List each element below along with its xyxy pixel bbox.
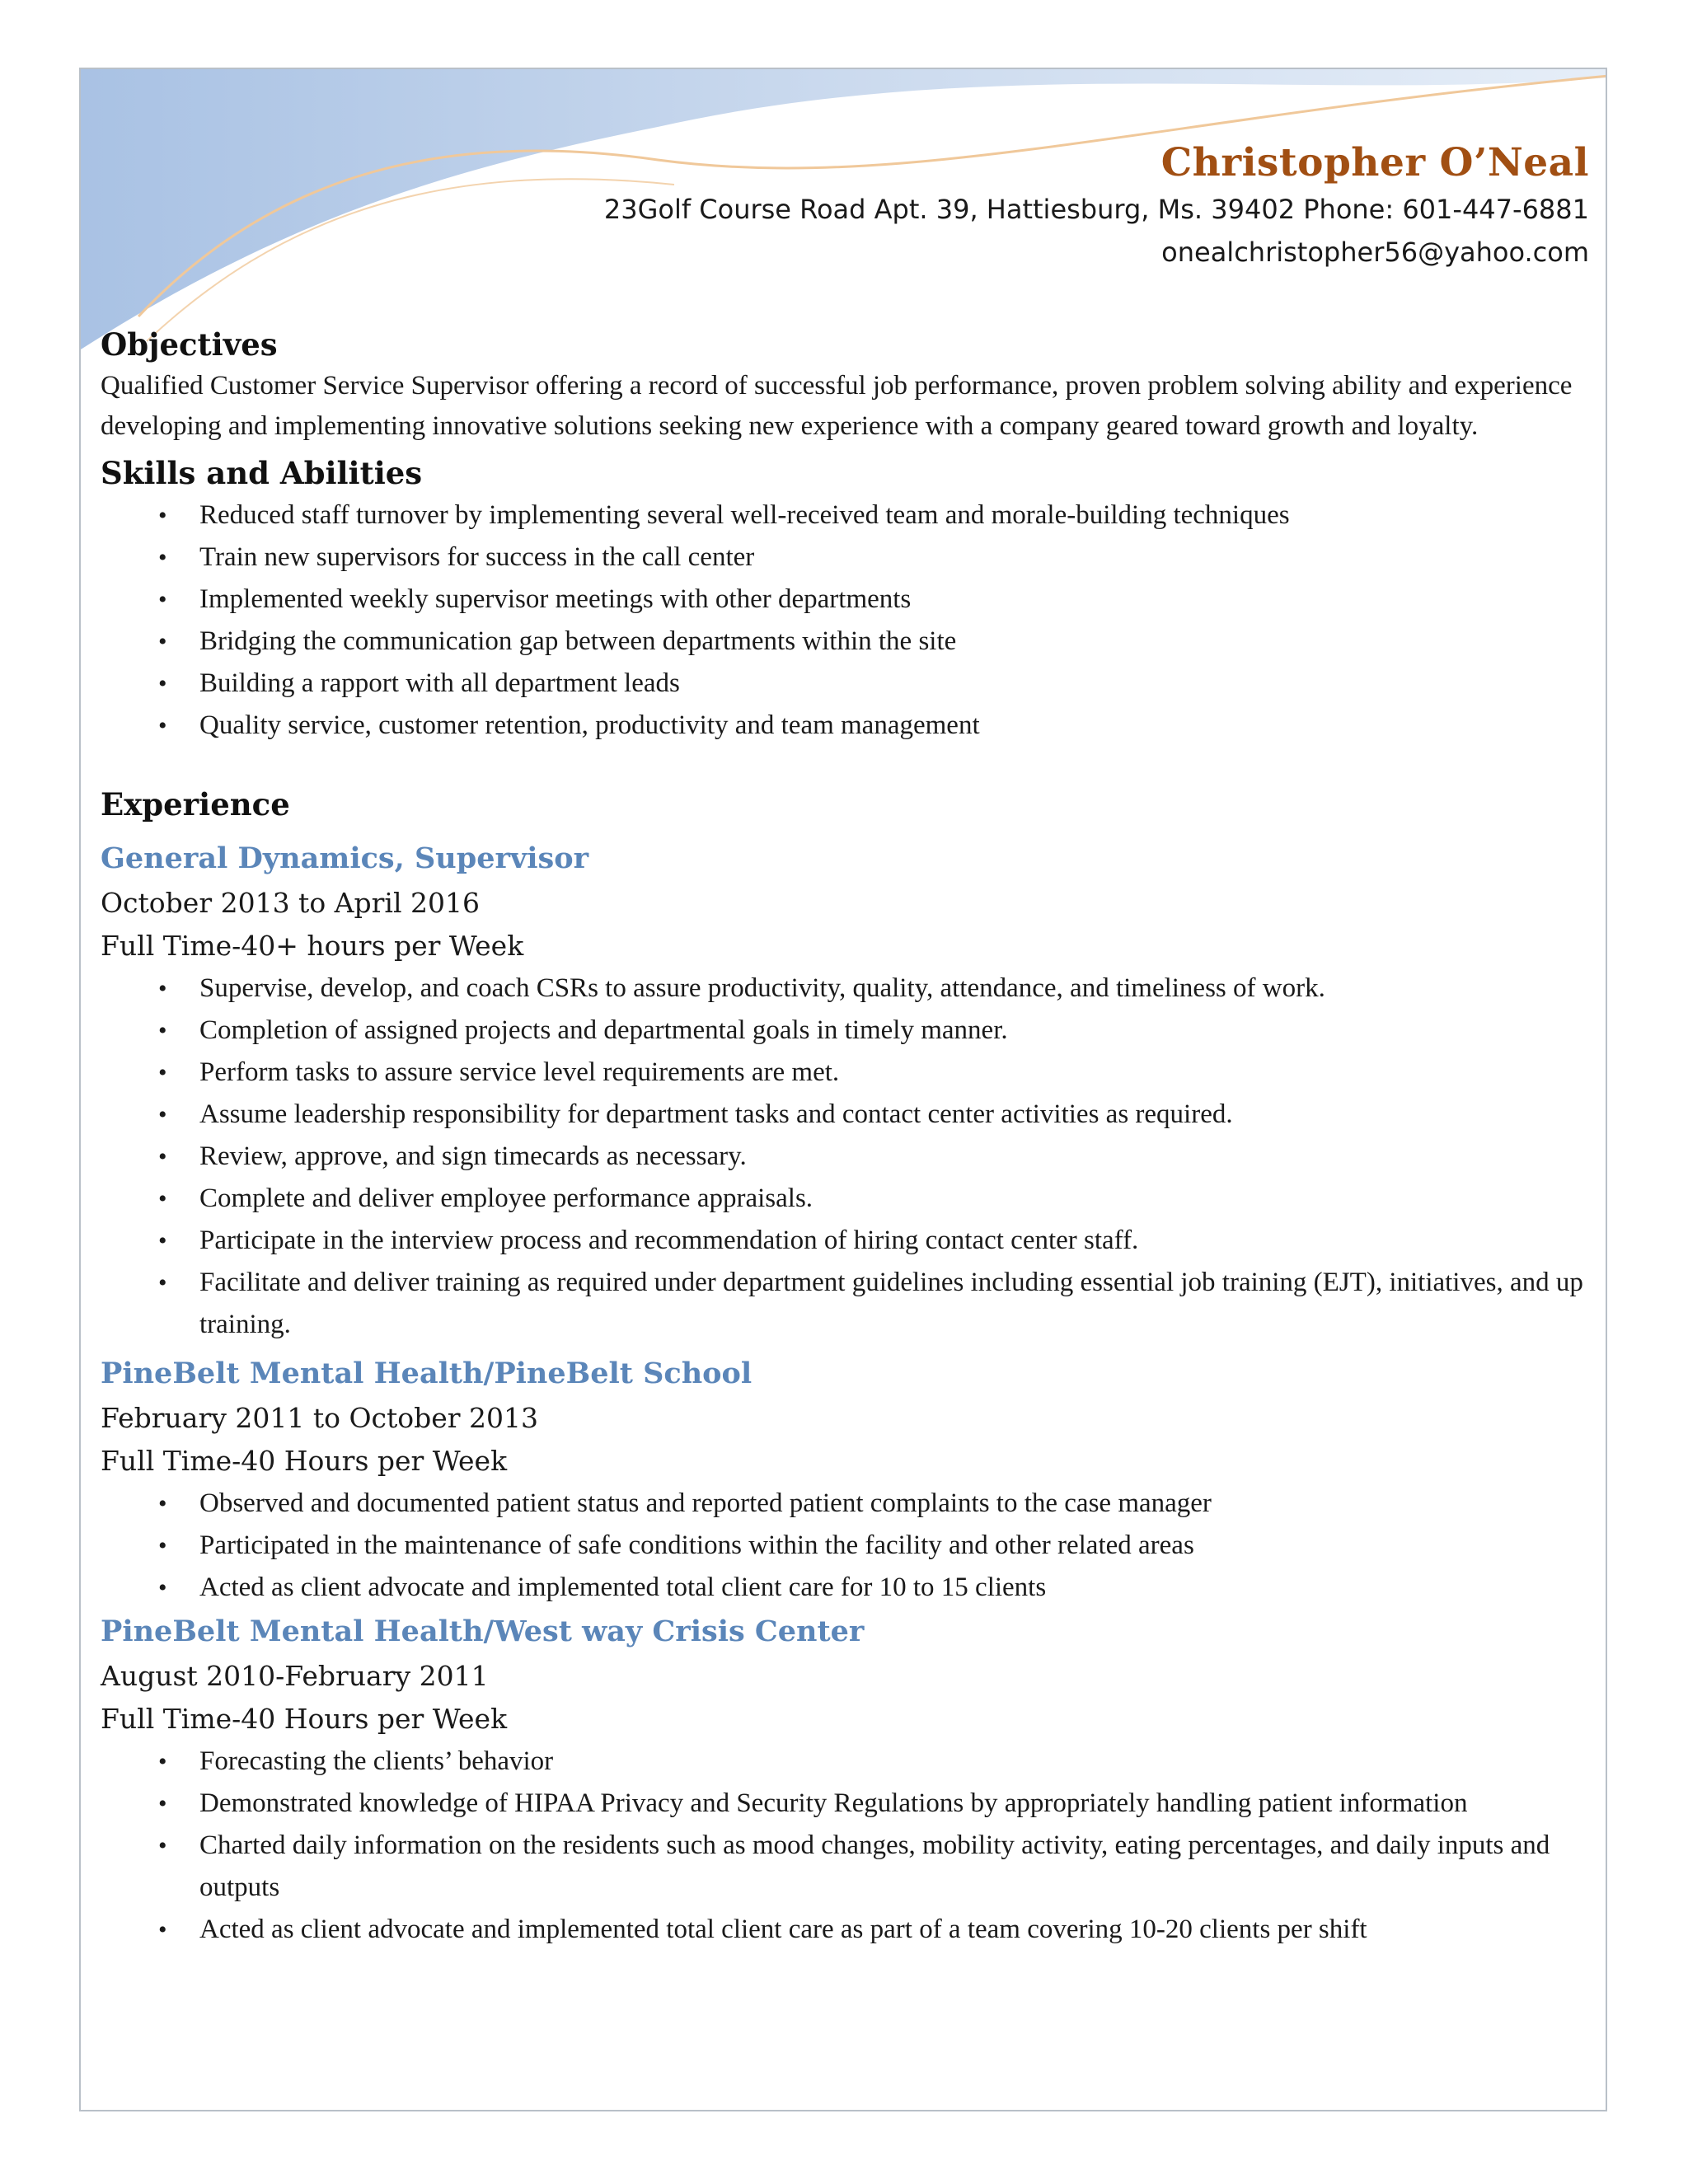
- bullet-icon: •: [158, 1916, 167, 1943]
- bullet-icon: •: [158, 1532, 167, 1559]
- skill-item: • Building a rapport with all department leads: [101, 663, 1584, 705]
- bullet-icon: •: [158, 586, 167, 613]
- bullet-icon: •: [158, 1185, 167, 1212]
- bullet-icon: •: [158, 712, 167, 739]
- contact-header: [604, 138, 1589, 274]
- email-address[interactable]: onealchristopher56@yahoo.com: [1161, 237, 1589, 268]
- job-duties-list: [101, 1741, 1584, 1951]
- bullet-icon: •: [158, 1227, 167, 1254]
- job-hours: Full Time-40 Hours per Week: [101, 1445, 508, 1477]
- objectives-heading: Objectives: [101, 326, 278, 363]
- duty-item: • Supervise, develop, and coach CSRs to assure productivity, quality, attendance, and timeliness of work.: [101, 968, 1584, 1010]
- candidate-name: Christopher O’Neal: [1160, 140, 1589, 185]
- bullet-icon: •: [158, 502, 167, 529]
- bullet-icon: •: [158, 1017, 167, 1044]
- duty-item: • Participated in the maintenance of safe conditions within the facility and other related areas: [101, 1525, 1584, 1567]
- address-phone: 23Golf Course Road Apt. 39, Hattiesburg, Ms. 39402 Phone: 601-447-6881: [603, 194, 1589, 225]
- skills-list: [101, 494, 1584, 747]
- job-dates: August 2010-February 2011: [101, 1660, 489, 1692]
- job-title: PineBelt Mental Health/West way Crisis Center: [101, 1615, 865, 1648]
- page-frame: [79, 68, 1607, 2111]
- bullet-icon: •: [158, 670, 167, 697]
- job-hours: Full Time-40 Hours per Week: [101, 1703, 508, 1735]
- duty-item: • Acted as client advocate and implemented total client care as part of a team covering 10-20 clients per shift: [101, 1909, 1584, 1951]
- skill-item: • Bridging the communication gap between departments within the site: [101, 621, 1584, 663]
- objectives-text: Qualified Customer Service Supervisor offering a record of successful job performance, proven problem solving ability and experience developing and implementing innovative solutions seeking new experience with a company geared toward growth and loyalty.: [101, 371, 1573, 441]
- bullet-icon: •: [158, 544, 167, 571]
- duty-item: • Complete and deliver employee performance appraisals.: [101, 1178, 1584, 1220]
- duty-item: • Review, approve, and sign timecards as necessary.: [101, 1136, 1584, 1178]
- bullet-icon: •: [158, 1490, 167, 1517]
- job-duties-list: [101, 968, 1584, 1346]
- job-duties-list: [101, 1483, 1584, 1609]
- skill-item: • Train new supervisors for success in the call center: [101, 537, 1584, 579]
- skill-item: • Implemented weekly supervisor meetings with other departments: [101, 579, 1584, 621]
- bullet-icon: •: [158, 1790, 167, 1817]
- job-title: PineBelt Mental Health/PineBelt School: [101, 1357, 753, 1390]
- bullet-icon: •: [158, 1269, 167, 1296]
- duty-item: • Perform tasks to assure service level requirements are met.: [101, 1052, 1584, 1094]
- bullet-icon: •: [158, 1059, 167, 1086]
- bullet-icon: •: [158, 1748, 167, 1775]
- experience-heading: Experience: [101, 786, 290, 823]
- bullet-icon: •: [158, 628, 167, 655]
- duty-item: • Observed and documented patient status and reported patient complaints to the case manager: [101, 1483, 1584, 1525]
- duty-item: • Forecasting the clients’ behavior: [101, 1741, 1584, 1783]
- bullet-icon: •: [158, 1832, 167, 1859]
- job-title: General Dynamics, Supervisor: [101, 841, 589, 875]
- job-dates: October 2013 to April 2016: [101, 887, 480, 919]
- bullet-icon: •: [158, 1101, 167, 1128]
- job-dates: February 2011 to October 2013: [101, 1402, 539, 1434]
- duty-item: • Facilitate and deliver training as required under department guidelines including essential job training (EJT), initiatives, and up training.: [101, 1262, 1584, 1346]
- duty-item: • Acted as client advocate and implemented total client care for 10 to 15 clients: [101, 1567, 1584, 1609]
- skills-heading: Skills and Abilities: [101, 455, 423, 491]
- duty-item: • Completion of assigned projects and departmental goals in timely manner.: [101, 1010, 1584, 1052]
- resume-body: [101, 316, 1584, 1951]
- duty-item: • Charted daily information on the residents such as mood changes, mobility activity, eating percentages, and daily inputs and outputs: [101, 1825, 1584, 1909]
- duty-item: • Participate in the interview process and recommendation of hiring contact center staff.: [101, 1220, 1584, 1262]
- bullet-icon: •: [158, 1143, 167, 1170]
- bullet-icon: •: [158, 1574, 167, 1601]
- skill-item: • Reduced staff turnover by implementing several well-received team and morale-building techniques: [101, 494, 1584, 537]
- duty-item: • Assume leadership responsibility for department tasks and contact center activities as required.: [101, 1094, 1584, 1136]
- job-hours: Full Time-40+ hours per Week: [101, 930, 524, 962]
- bullet-icon: •: [158, 975, 167, 1002]
- duty-item: • Demonstrated knowledge of HIPAA Privacy and Security Regulations by appropriately handling patient information: [101, 1783, 1584, 1825]
- skill-item: • Quality service, customer retention, productivity and team management: [101, 705, 1584, 747]
